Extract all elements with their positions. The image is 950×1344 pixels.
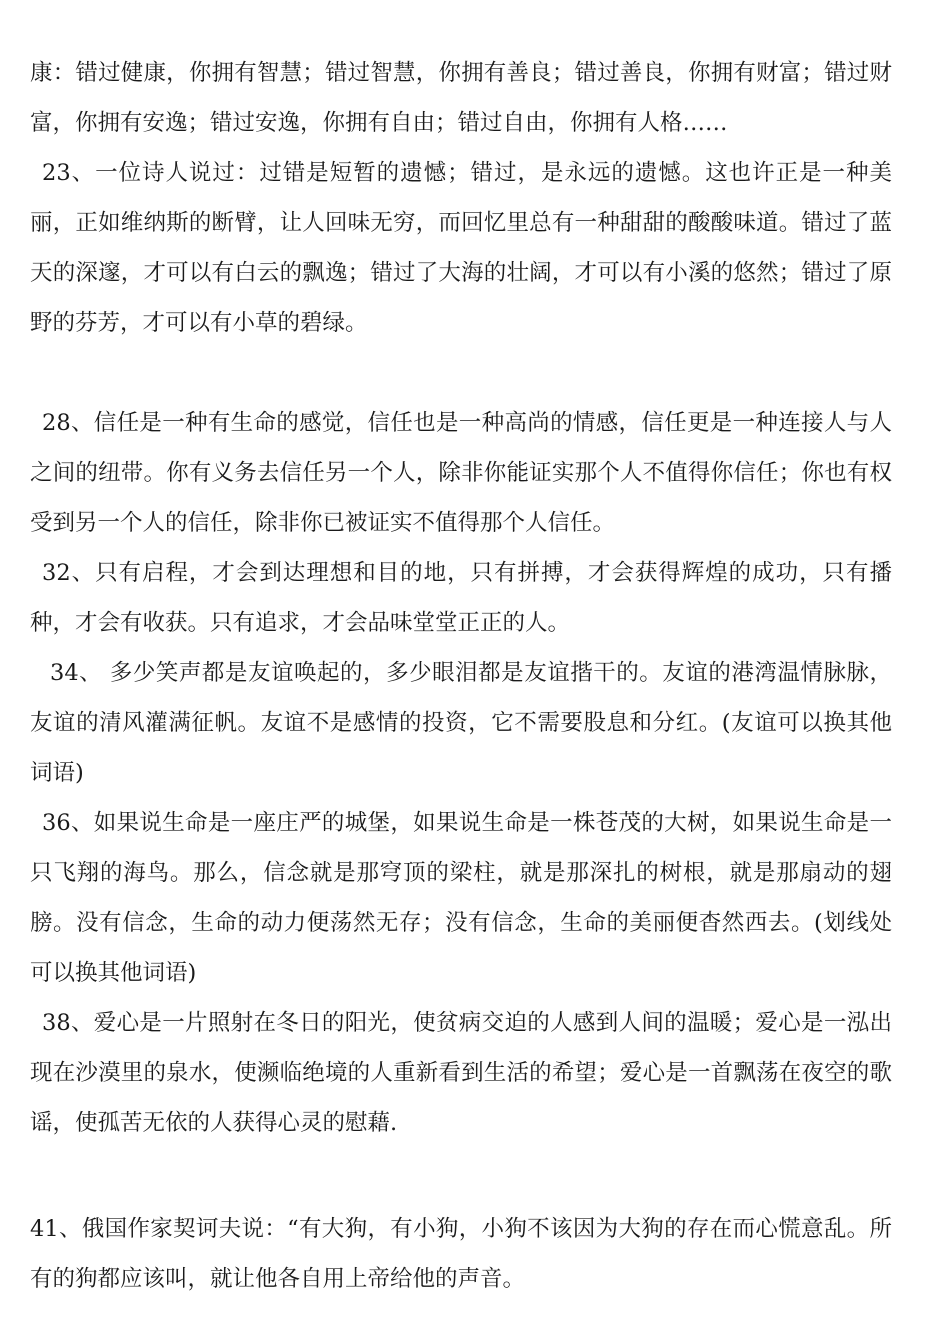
paragraph-34: 34、 多少笑声都是友谊唤起的，多少眼泪都是友谊揩干的。友谊的港湾温情脉脉，友谊的清风灌满征帆。友谊不是感情的投资，它不需要股息和分红。(友谊可以换其他词语) [30, 660, 892, 786]
paragraph-32: 32、只有启程，才会到达理想和目的地，只有拼搏，才会获得辉煌的成功，只有播种，才会有收获。只有追求，才会品味堂堂正正的人。 [30, 560, 892, 636]
paragraph-38: 38、爱心是一片照射在冬日的阳光，使贫病交迫的人感到人间的温暖；爱心是一泓出现在沙漠里的泉水，使濒临绝境的人重新看到生活的希望；爱心是一首飘荡在夜空的歌谣，使孤苦无依的人获得心灵的慰藉. [30, 1010, 892, 1136]
paragraph-28: 28、信任是一种有生命的感觉，信任也是一种高尚的情感，信任更是一种连接人与人之间的纽带。你有义务去信任另一个人，除非你能证实那个人不值得你信任；你也有权受到另一个人的信任，除非你已被证实不值得那个人信任。 [30, 410, 892, 536]
paragraph-41: 41、俄国作家契诃夫说：“有大狗，有小狗，小狗不该因为大狗的存在而心慌意乱。所有的狗都应该叫，就让他各自用上帝给他的声音。 [30, 1216, 892, 1292]
paragraph-fragment: 康：错过健康，你拥有智慧；错过智慧，你拥有善良；错过善良，你拥有财富；错过财富，你拥有安逸；错过安逸，你拥有自由；错过自由，你拥有人格…… [30, 60, 892, 136]
paragraph-spacer [30, 348, 892, 398]
document-page [30, 48, 892, 1304]
paragraph-23: 23、一位诗人说过：过错是短暂的遗憾；错过，是永远的遗憾。这也许正是一种美丽，正如维纳斯的断臂，让人回味无穷，而回忆里总有一种甜甜的酸酸味道。错过了蓝天的深邃，才可以有白云的飘逸；错过了大海的壮阔，才可以有小溪的悠然；错过了原野的芬芳，才可以有小草的碧绿。 [30, 160, 892, 336]
paragraph-spacer [30, 1148, 892, 1204]
paragraph-36: 36、如果说生命是一座庄严的城堡，如果说生命是一株苍茂的大树，如果说生命是一只飞翔的海鸟。那么，信念就是那穹顶的梁柱，就是那深扎的树根，就是那扇动的翅膀。没有信念，生命的动力便荡然无存；没有信念，生命的美丽便杳然西去。(划线处可以换其他词语) [30, 810, 892, 986]
